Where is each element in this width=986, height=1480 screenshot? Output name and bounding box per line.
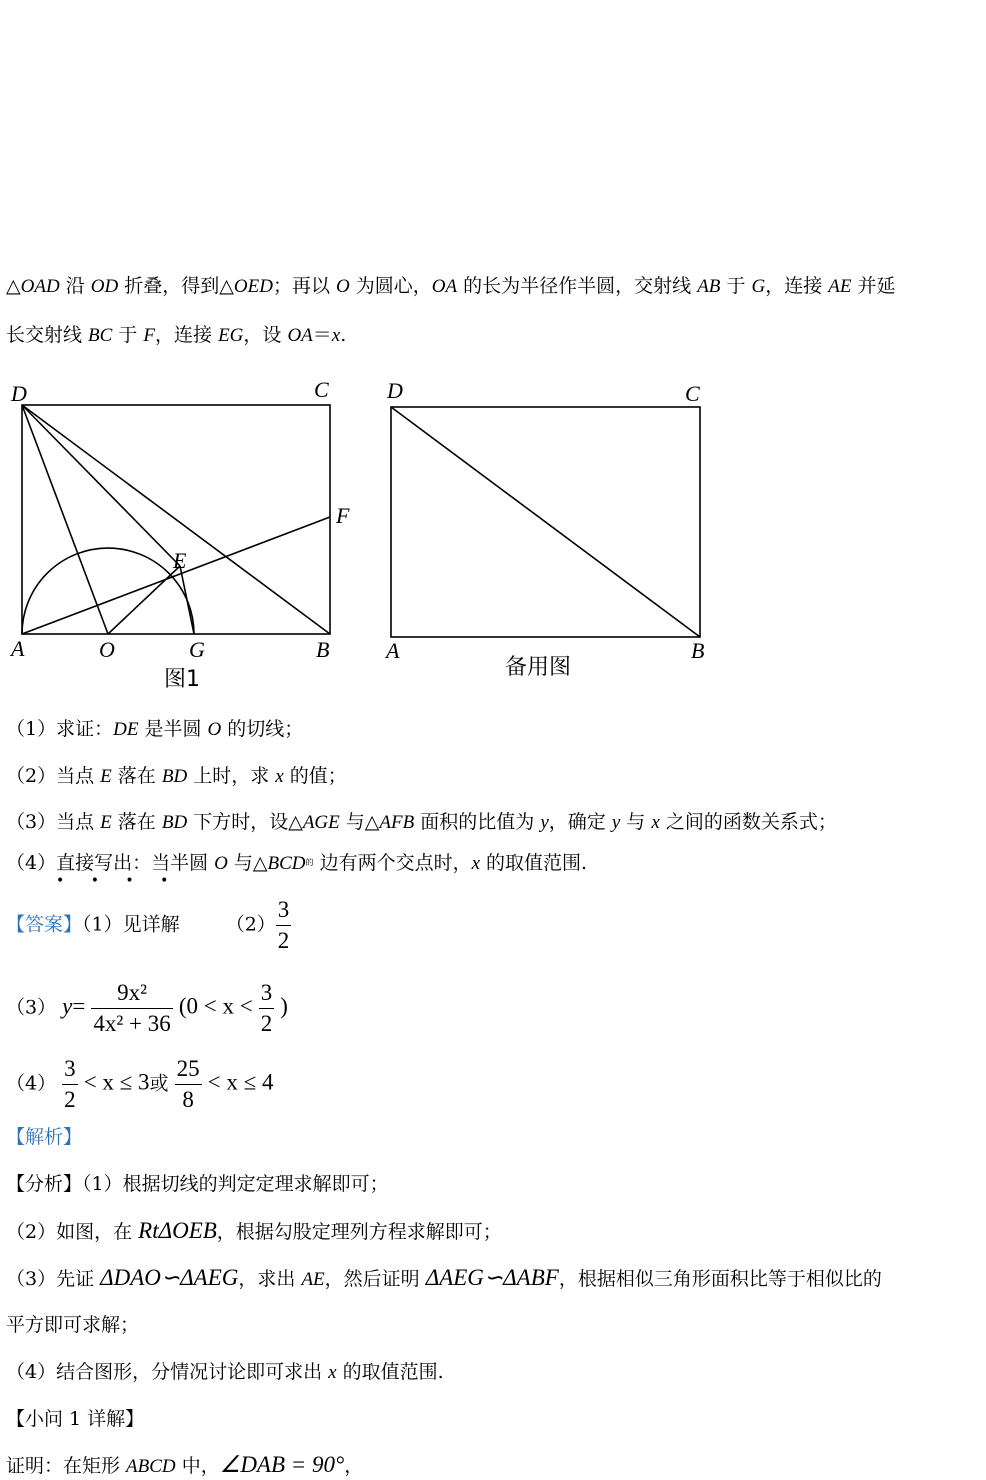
figure-2 [391, 407, 700, 637]
label-o: O [99, 637, 115, 662]
label-a-spare: A [386, 638, 400, 663]
figure-2-labels [384, 378, 704, 680]
figure-2-caption: 备用图 [505, 655, 572, 680]
analysis-p3: （3）先证 ΔDAO∽ΔAEG，求出 AE，然后证明 ΔAEG∽ΔABF，根据相似三角形面积比等于相似比的 [6, 1265, 882, 1290]
analysis-p2: （2）如图，在 RtΔOEB，根据勾股定理列方程求解即可； [6, 1218, 502, 1243]
analysis-p3-cont: 平方即可求解； [6, 1314, 140, 1336]
label-b: B [316, 637, 330, 662]
label-c: C [314, 377, 329, 402]
segment-de [22, 405, 180, 566]
analysis-tag: 【解析】 [6, 1126, 83, 1148]
label-f: F [336, 503, 350, 528]
answer-line-3: （3） y= $\frac{\text{9x²}}{\text{4x² + 36}}$ (0 < x < $\frac{3}{2}$ ) [6, 978, 288, 1039]
segment-oe [108, 566, 180, 634]
answer-line-1: 【答案】（1）见详解 （2） $\frac{3}{2}$ [6, 895, 291, 956]
ray-af [22, 517, 330, 634]
segment-do [22, 405, 108, 634]
label-d-spare: D [387, 378, 403, 403]
label-a: A [11, 636, 25, 661]
emphasis-dots: • • • • [56, 873, 180, 889]
geometry-figures [0, 370, 986, 700]
answer-2-fraction: $\frac{3}{2}$ [277, 897, 290, 953]
diagonal-db [22, 405, 330, 634]
problem-line-1: △OAD 沿 OD 折叠，得到△OED；再以 O 为圆心，OA 的长为半径作半圆，交射线 AB 于 G，连接 AE 并延 [6, 275, 896, 297]
label-c-spare: C [685, 381, 700, 406]
label-b-spare: B [691, 638, 705, 663]
analysis-p4: （4）结合图形，分情况讨论即可求出 x 的取值范围. [6, 1361, 444, 1383]
answer-4-fraction-1: $\frac{3}{2}$ [64, 1056, 76, 1112]
answer-3-fraction: $\frac{\text{9x²}}{\text{4x² + 36}}$ [93, 980, 171, 1036]
answer-3-cond-fraction: $\frac{3}{2}$ [260, 980, 273, 1036]
figure-1-labels [9, 377, 350, 692]
question-2: （2）当点 E 落在 BD 上时，求 x 的值； [6, 765, 347, 787]
problem-line-2: 长交射线 BC 于 F，连接 EG，设 OA＝x. [6, 324, 347, 346]
semicircle-o [22, 548, 194, 634]
question-3: （3）当点 E 落在 BD 下方时，设△AGE 与△AFB 面积的比值为 y，确定 y 与 x 之间的函数关系式； [6, 811, 837, 833]
answer-line-4: （4） $\frac{3}{2}$ < x ≤ 3或 $\frac{25}{8}$ < x ≤ 4 [6, 1054, 274, 1115]
figure-1 [22, 405, 330, 634]
analysis-p1: 【分析】（1）根据切线的判定定理求解即可； [6, 1173, 389, 1195]
question-4: （4）直接写出：当半圆 O 与$\triangle BCD^的$ 边有两个交点时，x 的取值范围. [6, 852, 588, 874]
answer-4-fraction-2: $\frac{25}{8}$ [176, 1056, 200, 1112]
detail-tag: 【小问 1 详解】 [6, 1408, 145, 1430]
diagonal-db-spare [391, 407, 700, 637]
detail-proof: 证明：在矩形 ABCD 中，∠DAB = 90°， [6, 1452, 364, 1477]
question-1: （1）求证：DE 是半圆 O 的切线； [6, 718, 304, 740]
figure-1-caption: 图1 [164, 667, 200, 692]
label-d: D [11, 381, 27, 406]
label-e: E [173, 548, 187, 573]
label-g: G [189, 637, 205, 662]
